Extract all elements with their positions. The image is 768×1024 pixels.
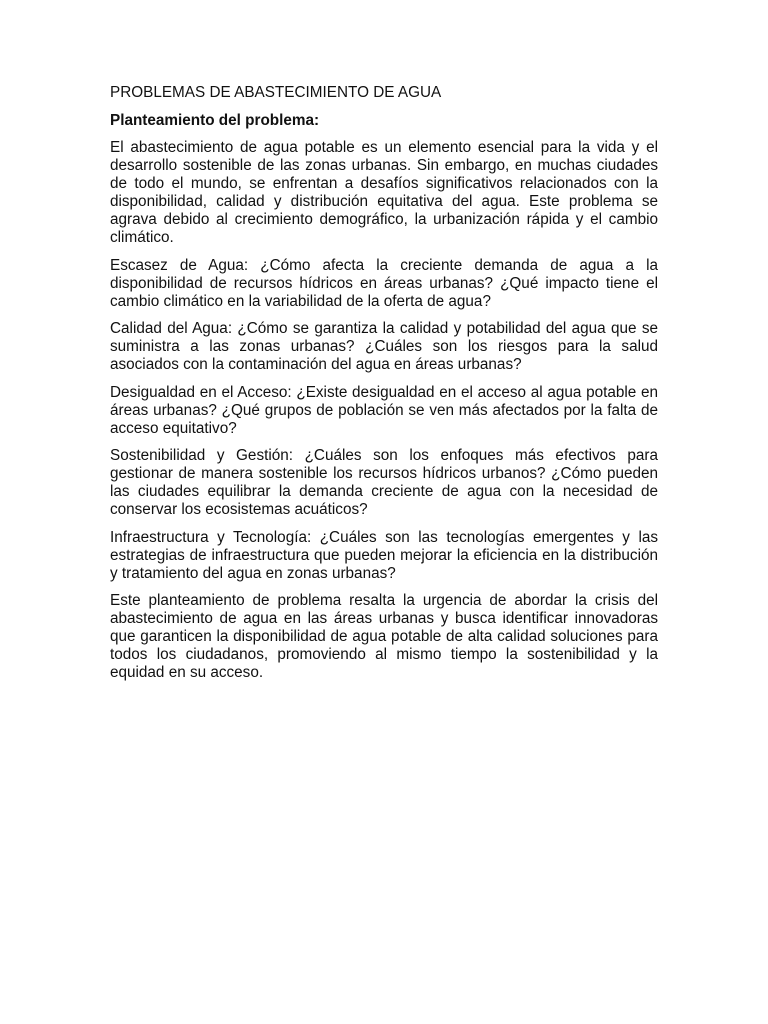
paragraph-sostenibilidad: Sostenibilidad y Gestión: ¿Cuáles son los enfoques más efectivos para gestionar de manera sostenible los recursos hídricos urbanos? ¿Cómo pueden las ciudades equilibrar la demanda creciente de agua con la necesidad de conservar los ecosistemas acuáticos? (110, 447, 658, 518)
paragraph-calidad: Calidad del Agua: ¿Cómo se garantiza la calidad y potabilidad del agua que se suministra a las zonas urbanas? ¿Cuáles son los riesgos para la salud asociados con la contaminación del agua en áreas urbanas? (110, 320, 658, 373)
paragraph-escasez: Escasez de Agua: ¿Cómo afecta la creciente demanda de agua a la disponibilidad de recursos hídricos en áreas urbanas? ¿Qué impacto tiene el cambio climático en la variabilidad de la oferta de agua? (110, 256, 658, 310)
paragraph-conclusion: Este planteamiento de problema resalta la urgencia de abordar la crisis del abastecimiento de agua en las áreas urbanas y busca identificar innovadoras que garanticen la disponibilidad de agua potable de alta calidad soluciones para todos los ciudadanos, promoviendo al mismo tiempo la sostenibilidad y la equidad en su acceso. (110, 592, 658, 681)
paragraph-infraestructura: Infraestructura y Tecnología: ¿Cuáles son las tecnologías emergentes y las estrategias de infraestructura que pueden mejorar la eficiencia en la distribución y tratamiento del agua en zonas urbanas? (110, 528, 658, 582)
section-heading: Planteamiento del problema: (110, 112, 320, 129)
paragraph-desigualdad: Desigualdad en el Acceso: ¿Existe desigualdad en el acceso al agua potable en áreas urbanas? ¿Qué grupos de población se ven más afectados por la falta de acceso equitativo? (110, 383, 658, 437)
document-title: PROBLEMAS DE ABASTECIMIENTO DE AGUA (110, 84, 442, 101)
document-page (110, 84, 658, 692)
paragraph-intro: El abastecimiento de agua potable es un elemento esencial para la vida y el desarrollo sostenible de las zonas urbanas. Sin embargo, en muchas ciudades de todo el mundo, se enfrentan a desafíos significativos relacionados con la disponibilidad, calidad y distribución equitativa del agua. Este problema se agrava debido al crecimiento demográfico, la urbanización rápida y el cambio climático. (110, 139, 658, 246)
